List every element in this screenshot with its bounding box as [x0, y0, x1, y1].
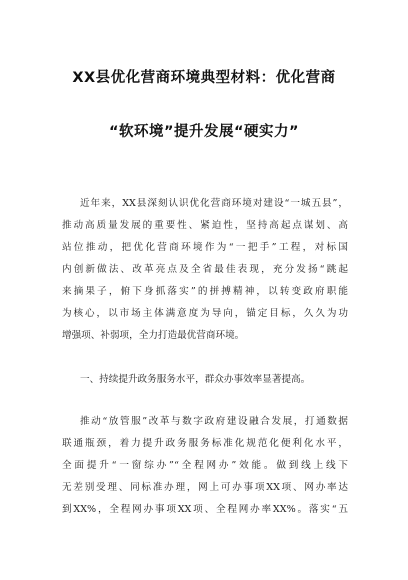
paragraph-1-line-5: 来摘果子，俯下身抓落实”的拼搏精神，以转变政府职能 [62, 286, 348, 297]
paragraph-2-line-5: 到XX%，全程网办事项XX项、全程网办率XX%。落实“五 [62, 504, 348, 515]
paragraph-1-line-7: 增强项、补弱项，全力打造最优营商环境。 [62, 330, 245, 341]
paragraph-1-line-4: 内创新做法、改革亮点及全省最佳表现，充分发扬“跳起 [62, 264, 348, 275]
paragraph-2-line-2: 联通瓶颈，着力提升政务服务标准化规范化便利化水平， [62, 438, 348, 449]
paragraph-2-line-3: 全面提升“一窗综办”“全程网办”效能。做到线上线下 [62, 460, 348, 471]
paragraph-1-line-3: 站位推动，把优化营商环境作为“一把手”工程，对标国 [62, 242, 348, 253]
paragraph-2-line-4: 无差别受理、同标准办理，网上可办事项XX项、网办率达 [62, 482, 348, 493]
document-title-line-1: XX县优化营商环境典型材料：优化营商 [72, 70, 336, 86]
paragraph-1-line-1: 近年来，XX县深刻认识优化营商环境对建设“一城五县”， [80, 198, 348, 209]
document-title-line-2: “软环境”提升发展“硬实力” [108, 124, 300, 140]
paragraph-1-line-6: 为核心，以市场主体满意度为导向，锚定目标，久久为功 [62, 308, 348, 319]
paragraph-2-line-1: 推动“放管服”改革与数字政府建设融合发展，打通数据 [80, 416, 348, 427]
section-heading-1: 一、持续提升政务服务水平，群众办事效率显著提高。 [80, 374, 311, 385]
paragraph-1-line-2: 推动高质量发展的重要性、紧迫性，坚持高起点谋划、高 [62, 220, 348, 231]
